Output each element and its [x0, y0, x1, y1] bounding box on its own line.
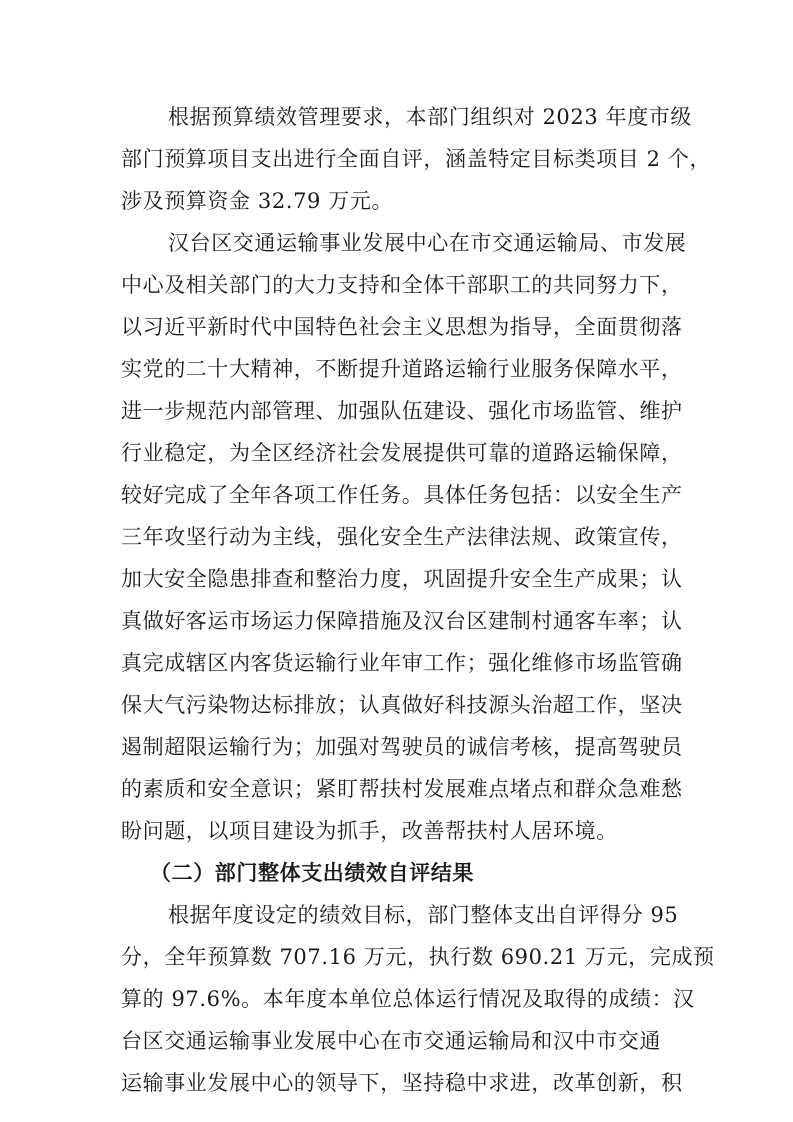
paragraph-line: 中心及相关部门的大力支持和全体干部职工的共同努力下，	[121, 273, 683, 297]
paragraph-line: 较好完成了全年各项工作任务。具体任务包括：以安全生产	[121, 483, 683, 507]
paragraph-line: 运输事业发展中心的领导下，坚持稳中求进，改革创新，积	[121, 1071, 683, 1095]
paragraph-line: 行业稳定，为全区经济社会发展提供可靠的道路运输保障，	[121, 441, 683, 465]
paragraph-line: 算的 97.6%。本年度本单位总体运行情况及取得的成绩：汉	[121, 987, 695, 1011]
paragraph-line: 真做好客运市场运力保障措施及汉台区建制村通客车率；认	[121, 609, 683, 633]
paragraph-line: 台区交通运输事业发展中心在市交通运输局和汉中市交通	[121, 1029, 661, 1053]
paragraph-line: 的素质和安全意识；紧盯帮扶村发展难点堵点和群众急难愁	[121, 777, 683, 801]
paragraph-line: 三年攻坚行动为主线，强化安全生产法律法规、政策宣传，	[121, 525, 683, 549]
paragraph-line: 进一步规范内部管理、加强队伍建设、强化市场监管、维护	[121, 399, 683, 423]
paragraph-line: 根据年度设定的绩效目标，部门整体支出自评得分 95	[168, 903, 679, 927]
paragraph-line: 保大气污染物达标排放；认真做好科技源头治超工作，坚决	[121, 693, 683, 717]
paragraph-line: 根据预算绩效管理要求，本部门组织对 2023 年度市级	[168, 105, 692, 129]
paragraph-line: 以习近平新时代中国特色社会主义思想为指导，全面贯彻落	[121, 315, 683, 339]
paragraph-line: 遏制超限运输行为；加强对驾驶员的诚信考核，提高驾驶员	[121, 735, 683, 759]
paragraph-line: 分，全年预算数 707.16 万元，执行数 690.21 万元，完成预	[121, 945, 715, 969]
paragraph-line: 盼问题，以项目建设为抓手，改善帮扶村人居环境。	[121, 819, 618, 843]
paragraph-line: 部门预算项目支出进行全面自评，涵盖特定目标类项目 2 个，	[121, 147, 712, 171]
paragraph-line: 涉及预算资金 32.79 万元。	[121, 189, 394, 213]
paragraph-line: 汉台区交通运输事业发展中心在市交通运输局、市发展	[168, 231, 687, 255]
paragraph-line: 实党的二十大精神，不断提升道路运输行业服务保障水平，	[121, 357, 683, 381]
paragraph-line: 加大安全隐患排查和整治力度，巩固提升安全生产成果；认	[121, 567, 683, 591]
paragraph-line: 真完成辖区内客货运输行业年审工作；强化维修市场监管确	[121, 651, 683, 675]
section-heading: （二）部门整体支出绩效自评结果	[150, 860, 474, 885]
